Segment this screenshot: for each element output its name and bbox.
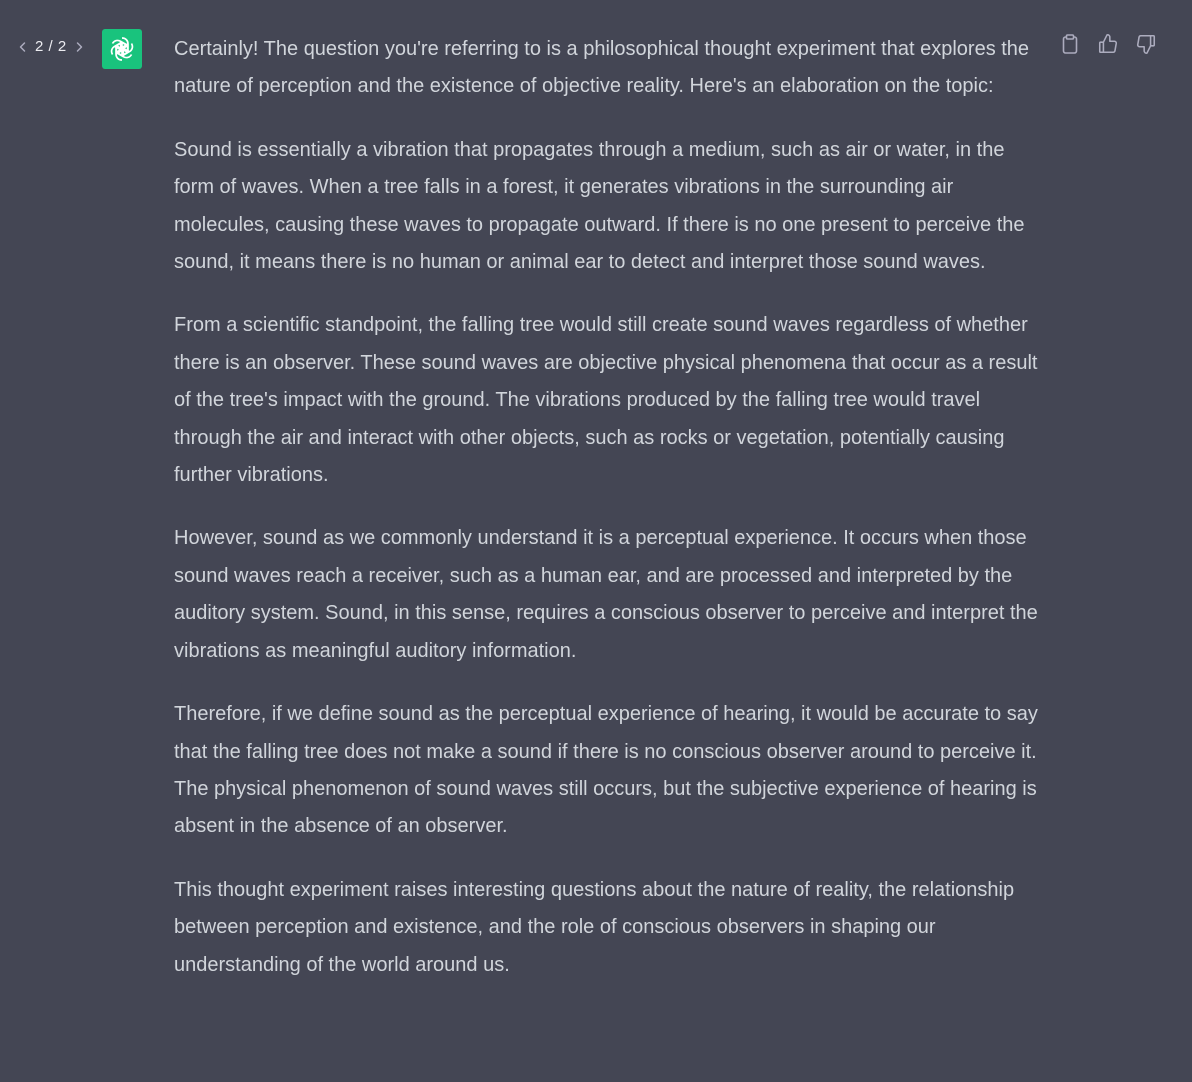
message-content [174, 31, 1048, 1010]
message-paragraph: However, sound as we commonly understand it is a perceptual experience. It occurs when those sound waves reach a receiver, such as a human ear, and are processed and interpreted by the auditory system. Sound, in this sense, requires a conscious observer to perceive and interpret the vibrations as meaningful auditory information. [174, 527, 1038, 662]
message-paragraph: Certainly! The question you're referring to is a philosophical thought experiment that explores the nature of perception and the existence of objective reality. Here's an elaboration on the topic: [174, 38, 1030, 98]
copy-button[interactable] [1058, 32, 1082, 56]
message-paragraph: Sound is essentially a vibration that propagates through a medium, such as air or water, in the form of waves. When a tree falls in a forest, it generates vibrations in the surrounding air molecules, causing these waves to propagate outward. If there is no one present to perceive the sound, it means there is no human or animal ear to detect and interpret those sound waves. [174, 138, 1025, 274]
openai-logo-icon [108, 35, 136, 63]
thumbs-up-icon [1097, 33, 1119, 55]
thumbs-down-button[interactable] [1134, 32, 1158, 56]
message-paragraph: Therefore, if we define sound as the perceptual experience of hearing, it would be accurate to say that the falling tree does not make a sound if there is no conscious observer around to perceive it. The physical phenomenon of sound waves still occurs, but the subjective experience of hearing is absent in the absence of an observer. [174, 703, 1038, 838]
thumbs-up-button[interactable] [1096, 32, 1120, 56]
avatar [102, 29, 142, 69]
thumbs-down-icon [1135, 33, 1157, 55]
response-pager [16, 38, 86, 55]
pager-count: 2 / 2 [35, 38, 67, 55]
chevron-left-icon[interactable] [16, 41, 29, 53]
message-paragraph: From a scientific standpoint, the falling tree would still create sound waves regardless of whether there is an observer. These sound waves are objective physical phenomena that occur as a result of the tree's impact with the ground. The vibrations produced by the falling tree would travel through the air and interact with other objects, such as rocks or vegetation, potentially causing further vibrations. [174, 314, 1038, 487]
clipboard-icon [1060, 33, 1080, 55]
chevron-right-icon[interactable] [73, 41, 86, 53]
message-paragraph: This thought experiment raises interesting questions about the nature of reality, the relationship between perception and existence, and the role of conscious observers in shaping our understanding of the world around us. [174, 878, 1015, 976]
message-actions [1058, 32, 1158, 56]
